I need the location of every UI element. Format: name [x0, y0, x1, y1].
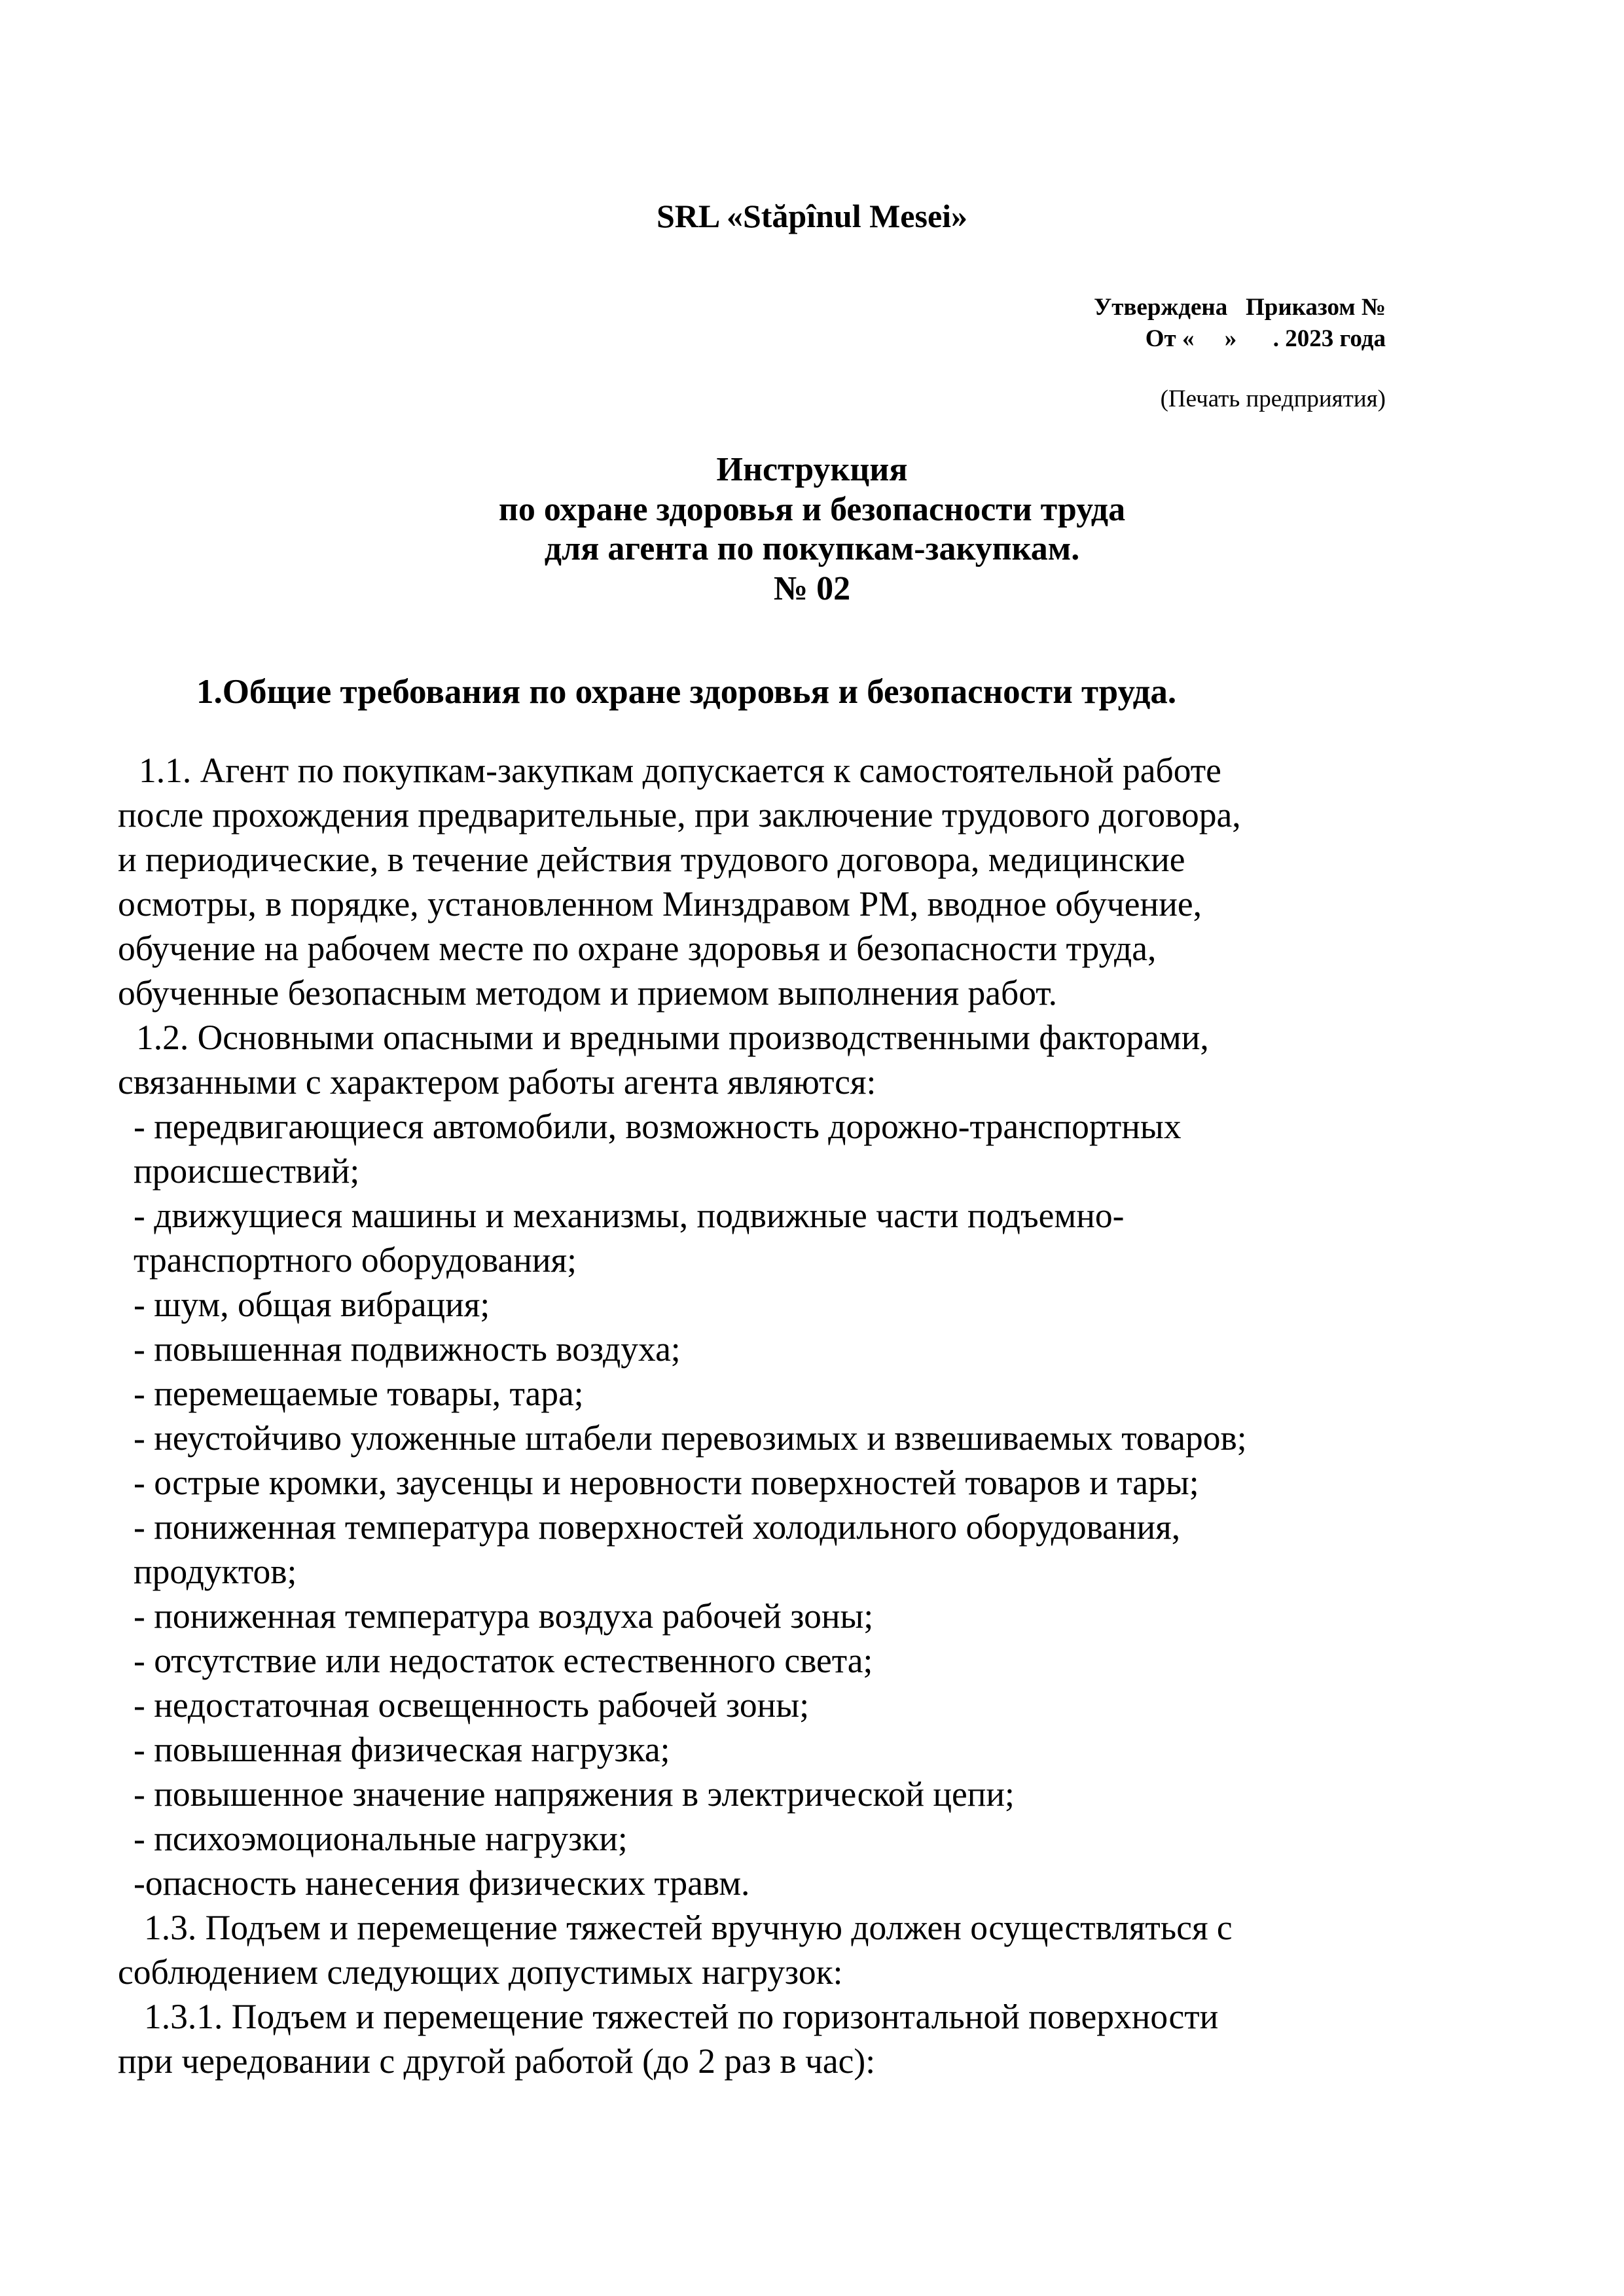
body-line: обученные безопасным методом и приемом выполнения работ. — [118, 973, 1058, 1013]
body-line: - психоэмоциональные нагрузки; — [134, 1819, 628, 1858]
body-line: соблюдением следующих допустимых нагрузок: — [118, 1952, 843, 1992]
body-line: - пониженная температура поверхностей холодильного оборудования, — [134, 1507, 1181, 1547]
title-line-3: для агента по покупкам-закупкам. — [544, 530, 1080, 567]
title-line-2: по охране здоровья и безопасности труда — [498, 490, 1126, 528]
body-line: 1.1. Агент по покупкам-закупкам допускается к самостоятельной работе — [139, 751, 1221, 790]
body-line: и периодические, в течение действия трудового договора, медицинские — [118, 840, 1185, 879]
seal-placeholder: (Печать предприятия) — [1160, 386, 1386, 412]
approval-order-line: Утверждена Приказом № — [1094, 294, 1386, 321]
body-line: - повышенное значение напряжения в электрической цепи; — [134, 1774, 1015, 1814]
body-line: - шум, общая вибрация; — [134, 1285, 490, 1324]
body-line: при чередовании с другой работой (до 2 раз в час): — [118, 2041, 876, 2081]
approval-date-line: От « » . 2023 года — [1145, 325, 1386, 352]
body-line: - острые кромки, заусенцы и неровности поверхностей товаров и тары; — [134, 1463, 1199, 1502]
company-name: SRL «Stăpînul Mesei» — [656, 198, 968, 234]
body-line: - недостаточная освещенность рабочей зоны; — [134, 1685, 810, 1725]
body-line: 1.3.1. Подъем и перемещение тяжестей по горизонтальной поверхности — [144, 1997, 1219, 2036]
document-title — [0, 450, 1624, 609]
body-line: - перемещаемые товары, тара; — [134, 1374, 584, 1413]
body-line: после прохождения предварительные, при заключение трудового договора, — [118, 795, 1241, 834]
body-line: продуктов; — [134, 1552, 297, 1591]
body-line: - движущиеся машины и механизмы, подвижные части подъемно- — [134, 1196, 1125, 1235]
body-line: - повышенная физическая нагрузка; — [134, 1730, 670, 1769]
section-heading: 1.Общие требования по охране здоровья и безопасности труда. — [196, 673, 1177, 711]
body-line: 1.3. Подъем и перемещение тяжестей вручную должен осуществляться с — [144, 1908, 1233, 1947]
body-line: - неустойчиво уложенные штабели перевозимых и взвешиваемых товаров; — [134, 1418, 1247, 1458]
body-line: связанными с характером работы агента являются: — [118, 1062, 876, 1102]
body-line: - пониженная температура воздуха рабочей зоны; — [134, 1596, 874, 1636]
body-line: 1.2. Основными опасными и вредными производственными факторами, — [136, 1018, 1209, 1057]
body-line: - передвигающиеся автомобили, возможность дорожно-транспортных — [134, 1107, 1182, 1146]
body-line: транспортного оборудования; — [134, 1240, 577, 1280]
body-line: - отсутствие или недостаток естественного света; — [134, 1641, 873, 1680]
title-line-1: Инструкция — [716, 451, 908, 488]
body-line: -опасность нанесения физических травм. — [134, 1863, 750, 1903]
body-line: осмотры, в порядке, установленном Минздравом РМ, вводное обучение, — [118, 884, 1202, 924]
body-line: - повышенная подвижность воздуха; — [134, 1329, 681, 1369]
body-line: происшествий; — [134, 1151, 360, 1191]
document-number: № 02 — [773, 569, 851, 607]
body-line: обучение на рабочем месте по охране здоровья и безопасности труда, — [118, 929, 1157, 968]
